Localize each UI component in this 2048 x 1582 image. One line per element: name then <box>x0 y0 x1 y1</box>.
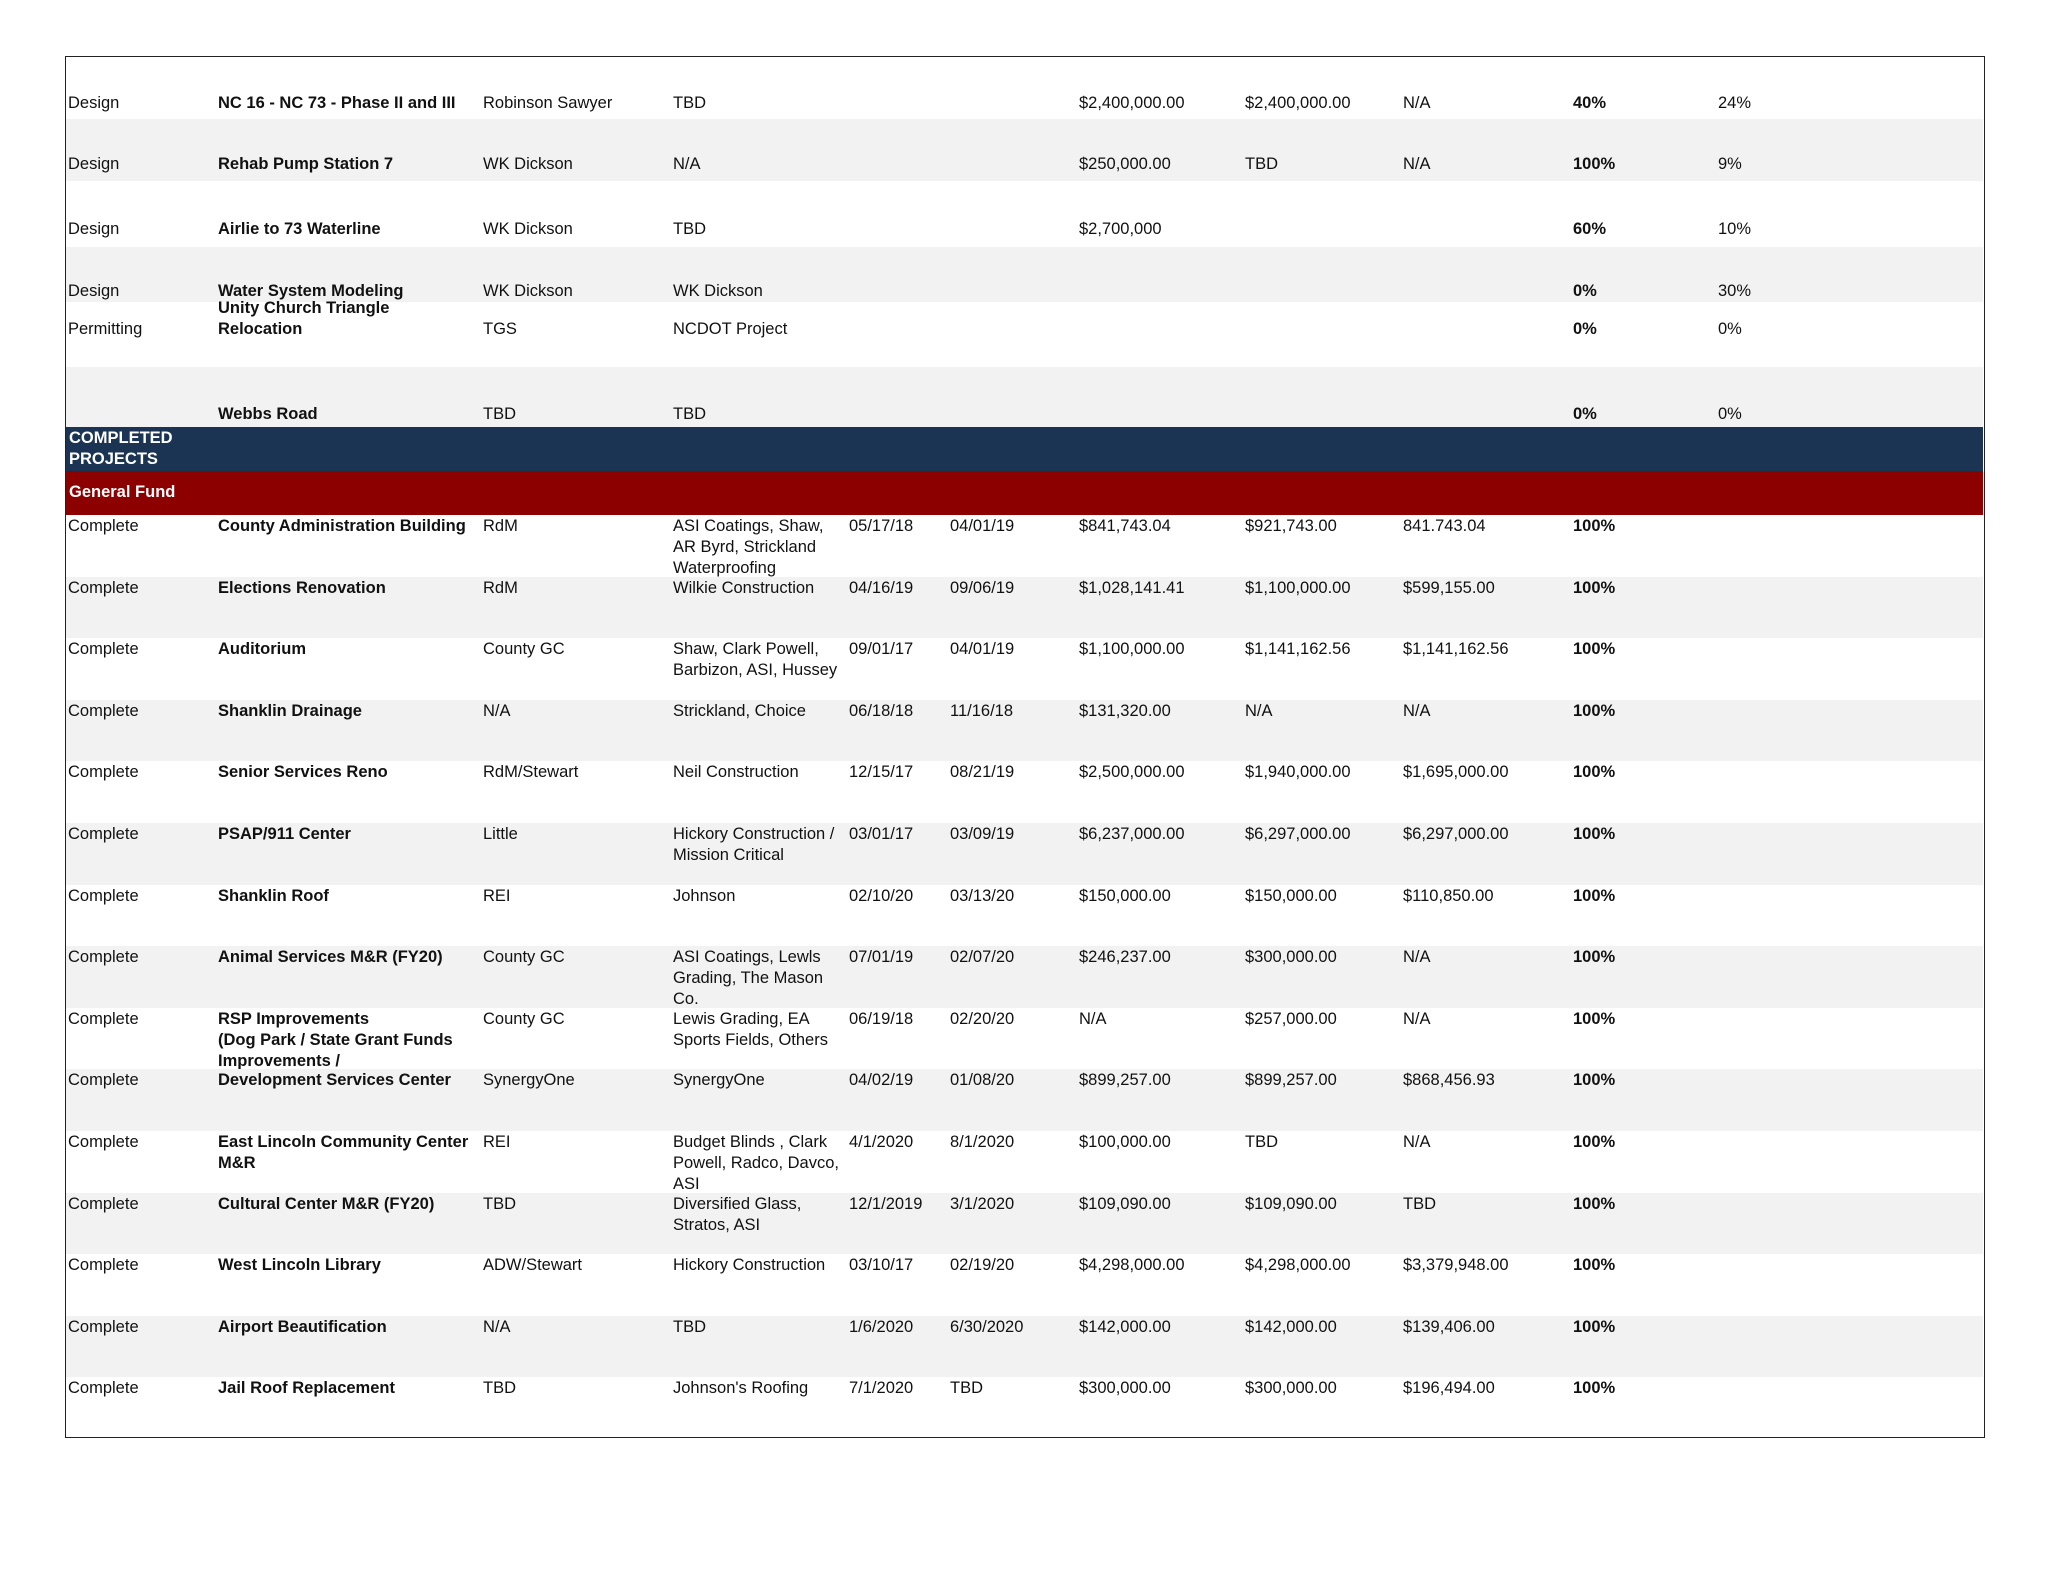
cell-pct: 100% <box>1573 948 1616 967</box>
cell-phase: Design <box>68 155 120 173</box>
cell-designer: WK Dickson <box>483 155 573 173</box>
cell-designer: N/A <box>483 701 511 720</box>
cell-contractor: NCDOT Project <box>673 320 788 338</box>
cell-end: 02/20/20 <box>950 1009 1015 1028</box>
cell-contractor: Lewis Grading, EA Sports Fields, Others <box>673 1009 828 1049</box>
cell-project: Webbs Road <box>218 405 318 423</box>
cell-designer: RdM/Stewart <box>483 763 579 782</box>
cell-start: 04/16/19 <box>849 578 914 597</box>
cell-start: 12/15/17 <box>849 763 914 782</box>
cell-project: West Lincoln Library <box>218 1256 381 1275</box>
cell-project: Elections Renovation <box>218 578 386 597</box>
cell-project: Development Services Center <box>218 1071 451 1090</box>
cell-spent: N/A <box>1403 948 1431 967</box>
cell-end: TBD <box>950 1379 983 1398</box>
table-row <box>66 1069 1983 1131</box>
cell-pct: 60% <box>1573 220 1607 238</box>
cell-pct: 100% <box>1573 1379 1616 1398</box>
cell-start: 04/02/19 <box>849 1071 914 1090</box>
cell-pct: 100% <box>1573 701 1616 720</box>
table-row <box>66 1008 1983 1070</box>
cell-start: 4/1/2020 <box>849 1133 914 1151</box>
cell-spent: N/A <box>1403 1133 1431 1151</box>
cell-end: 04/01/19 <box>950 640 1015 659</box>
completed-projects-header <box>66 427 1983 471</box>
general-fund-label: General Fund <box>69 483 176 501</box>
cell-phase: Complete <box>68 1071 139 1090</box>
cell-start: 1/6/2020 <box>849 1317 914 1336</box>
cell-spent: $196,494.00 <box>1403 1379 1495 1398</box>
cell-contract: $2,400,000.00 <box>1245 94 1351 112</box>
cell-end: 11/16/18 <box>950 701 1014 720</box>
cell-pct: 0% <box>1573 320 1597 338</box>
table-row <box>66 1316 1983 1378</box>
cell-spent: $6,297,000.00 <box>1403 825 1509 843</box>
cell-end: 01/08/20 <box>950 1071 1015 1090</box>
cell-budget: $250,000.00 <box>1079 155 1171 173</box>
cell-spent: $110,850.00 <box>1403 886 1494 905</box>
cell-designer: REI <box>483 1133 511 1151</box>
cell-pct: 100% <box>1573 1071 1616 1090</box>
table-row <box>66 119 1983 181</box>
cell-contractor: Hickory Construction <box>673 1256 826 1275</box>
cell-designer: ADW/Stewart <box>483 1256 583 1275</box>
cell-contractor: Johnson <box>673 886 736 905</box>
cell-phase: Complete <box>68 517 139 535</box>
project-status-table <box>65 56 1985 1438</box>
cell-end: 03/09/19 <box>950 825 1015 843</box>
cell-project: East Lincoln Community Center M&R <box>218 1133 469 1172</box>
cell-budget: $131,320.00 <box>1079 701 1171 720</box>
cell-project: Shanklin Roof <box>218 886 329 905</box>
cell-pct: 40% <box>1573 94 1607 112</box>
cell-phase: Complete <box>68 1133 139 1151</box>
cell-pct2: 30% <box>1718 282 1752 300</box>
cell-project: Cultural Center M&R (FY20) <box>218 1194 435 1213</box>
cell-phase: Design <box>68 282 120 300</box>
cell-designer: REI <box>483 886 511 905</box>
cell-designer: Robinson Sawyer <box>483 94 613 112</box>
cell-start: 06/18/18 <box>849 701 914 720</box>
cell-phase: Complete <box>68 1194 139 1213</box>
cell-start: 03/10/17 <box>849 1256 914 1275</box>
cell-start: 07/01/19 <box>849 948 914 967</box>
cell-designer: TBD <box>483 405 516 423</box>
cell-contractor: TBD <box>673 94 706 112</box>
cell-pct: 100% <box>1573 886 1616 905</box>
cell-project: NC 16 - NC 73 - Phase II and III <box>218 94 456 112</box>
cell-contractor: Wilkie Construction <box>673 578 815 597</box>
table-row <box>66 1193 1983 1255</box>
cell-designer: TGS <box>483 320 517 338</box>
cell-budget: N/A <box>1079 1009 1107 1028</box>
cell-phase: Complete <box>68 825 139 843</box>
cell-budget: $150,000.00 <box>1079 886 1171 905</box>
cell-start: 09/01/17 <box>849 640 914 659</box>
cell-project: PSAP/911 Center <box>218 825 351 843</box>
cell-budget: $841,743.04 <box>1079 517 1171 535</box>
cell-phase: Complete <box>68 763 139 782</box>
cell-designer: RdM <box>483 517 518 535</box>
cell-end: 04/01/19 <box>950 517 1015 535</box>
cell-contractor: ASI Coatings, Lewls Grading, The Mason Co. <box>673 948 824 1009</box>
cell-spent: N/A <box>1403 94 1431 112</box>
cell-contract: $257,000.00 <box>1245 1009 1337 1028</box>
cell-contract: TBD <box>1245 155 1278 173</box>
cell-pct: 100% <box>1573 1317 1616 1336</box>
cell-designer: SynergyOne <box>483 1071 575 1090</box>
cell-contractor: WK Dickson <box>673 282 763 300</box>
cell-start: 05/17/18 <box>849 517 914 535</box>
cell-contract: $921,743.00 <box>1245 517 1337 535</box>
cell-project: Jail Roof Replacement <box>218 1379 395 1398</box>
cell-project: County Administration Building <box>218 517 466 535</box>
cell-end: 08/21/19 <box>950 763 1015 782</box>
cell-contract: $1,940,000.00 <box>1245 763 1351 782</box>
cell-pct: 100% <box>1573 763 1616 782</box>
cell-budget: $300,000.00 <box>1079 1379 1171 1398</box>
cell-spent: N/A <box>1403 701 1431 720</box>
cell-contract: $899,257.00 <box>1245 1071 1337 1090</box>
table-row <box>66 1131 1983 1193</box>
cell-contractor: Hickory Construction / Mission Critical <box>673 825 835 864</box>
cell-contractor: ASI Coatings, Shaw, AR Byrd, Strickland Waterproofing <box>673 517 824 577</box>
cell-phase: Complete <box>68 886 139 905</box>
cell-pct: 0% <box>1573 405 1597 423</box>
cell-pct: 100% <box>1573 1256 1616 1275</box>
cell-start: 7/1/2020 <box>849 1379 914 1398</box>
cell-contract: $4,298,000.00 <box>1245 1256 1351 1275</box>
cell-designer: County GC <box>483 948 565 967</box>
cell-project: Auditorium <box>218 640 306 659</box>
cell-budget: $4,298,000.00 <box>1079 1256 1185 1275</box>
cell-contractor: N/A <box>673 155 701 173</box>
cell-contract: TBD <box>1245 1133 1278 1151</box>
cell-contract: $1,141,162.56 <box>1245 640 1351 659</box>
cell-contractor: TBD <box>673 1317 706 1336</box>
cell-contractor: TBD <box>673 405 706 423</box>
table-row <box>66 946 1983 1008</box>
cell-pct: 100% <box>1573 517 1616 535</box>
table-row <box>66 638 1983 700</box>
cell-start: 02/10/20 <box>849 886 914 905</box>
cell-pct: 0% <box>1573 282 1597 300</box>
cell-spent: N/A <box>1403 1009 1431 1028</box>
table-row <box>66 515 1983 577</box>
cell-contractor: SynergyOne <box>673 1071 765 1090</box>
cell-end: 3/1/2020 <box>950 1194 1015 1213</box>
table-row <box>66 367 1983 427</box>
cell-pct2: 9% <box>1718 155 1742 173</box>
cell-pct: 100% <box>1573 1133 1616 1151</box>
cell-contractor: Shaw, Clark Powell, Barbizon, ASI, Hussey <box>673 640 838 680</box>
cell-end: 8/1/2020 <box>950 1133 1015 1151</box>
cell-designer: WK Dickson <box>483 220 573 238</box>
completed-projects-label: COMPLETED PROJECTS <box>69 429 173 468</box>
cell-spent: $868,456.93 <box>1403 1071 1495 1090</box>
cell-budget: $2,700,000 <box>1079 220 1162 238</box>
cell-budget: $246,237.00 <box>1079 948 1171 967</box>
table-row <box>66 577 1983 639</box>
cell-spent: TBD <box>1403 1194 1436 1213</box>
cell-spent: $1,695,000.00 <box>1403 763 1509 782</box>
cell-designer: WK Dickson <box>483 282 573 300</box>
cell-project: Shanklin Drainage <box>218 701 362 720</box>
cell-start: 06/19/18 <box>849 1009 914 1028</box>
cell-spent: 841.743.04 <box>1403 517 1486 535</box>
cell-budget: $142,000.00 <box>1079 1317 1171 1336</box>
table-row <box>66 1254 1983 1316</box>
cell-pct: 100% <box>1573 640 1616 659</box>
cell-phase: Complete <box>68 1317 139 1336</box>
cell-phase: Complete <box>68 1009 139 1028</box>
cell-designer: N/A <box>483 1317 511 1336</box>
cell-budget: $6,237,000.00 <box>1079 825 1185 843</box>
table-row <box>66 885 1983 947</box>
cell-designer: RdM <box>483 578 518 597</box>
cell-start: 12/1/2019 <box>849 1194 923 1213</box>
table-row <box>66 761 1983 823</box>
table-row <box>66 57 1983 119</box>
cell-budget: $1,100,000.00 <box>1079 640 1185 659</box>
cell-phase: Design <box>68 220 120 238</box>
cell-budget: $109,090.00 <box>1079 1194 1171 1213</box>
cell-contract: $142,000.00 <box>1245 1317 1337 1336</box>
cell-designer: Little <box>483 825 518 843</box>
cell-pct: 100% <box>1573 578 1616 597</box>
cell-pct2: 0% <box>1718 320 1742 338</box>
cell-project: Senior Services Reno <box>218 763 388 782</box>
general-fund-header <box>66 471 1983 515</box>
cell-contract: $109,090.00 <box>1245 1194 1337 1213</box>
cell-contractor: Budget Blinds , Clark Powell, Radco, Davco, ASI <box>673 1133 839 1193</box>
cell-spent: $599,155.00 <box>1403 578 1495 597</box>
cell-budget: $1,028,141.41 <box>1079 578 1185 597</box>
cell-project: Animal Services M&R (FY20) <box>218 948 443 967</box>
cell-contract: $6,297,000.00 <box>1245 825 1351 843</box>
cell-end: 03/13/20 <box>950 886 1015 905</box>
cell-designer: TBD <box>483 1379 516 1398</box>
table-row <box>66 247 1983 302</box>
cell-budget: $100,000.00 <box>1079 1133 1171 1151</box>
cell-contractor: Neil Construction <box>673 763 799 782</box>
cell-spent: N/A <box>1403 155 1431 173</box>
cell-spent: $139,406.00 <box>1403 1317 1495 1336</box>
cell-phase: Permitting <box>68 320 143 338</box>
cell-project: RSP Improvements (Dog Park / State Grant Funds Improvements / <box>218 1009 453 1070</box>
cell-end: 09/06/19 <box>950 578 1015 597</box>
cell-phase: Complete <box>68 640 139 659</box>
cell-contractor: Diversified Glass, Stratos, ASI <box>673 1194 802 1234</box>
cell-spent: $3,379,948.00 <box>1403 1256 1509 1275</box>
cell-contractor: Strickland, Choice <box>673 701 806 720</box>
cell-end: 02/07/20 <box>950 948 1015 967</box>
cell-project: Airlie to 73 Waterline <box>218 220 381 238</box>
table-row <box>66 181 1983 247</box>
cell-pct: 100% <box>1573 1009 1616 1028</box>
cell-contractor: TBD <box>673 220 706 238</box>
cell-contract: $150,000.00 <box>1245 886 1337 905</box>
cell-project: Unity Church Triangle Relocation <box>218 299 390 338</box>
cell-phase: Design <box>68 94 120 112</box>
cell-phase: Complete <box>68 701 139 720</box>
cell-project: Airport Beautification <box>218 1317 387 1336</box>
cell-budget: $899,257.00 <box>1079 1071 1171 1090</box>
cell-contract: $300,000.00 <box>1245 948 1337 967</box>
cell-phase: Complete <box>68 948 139 967</box>
cell-contract: $300,000.00 <box>1245 1379 1337 1398</box>
cell-contract: N/A <box>1245 701 1273 720</box>
cell-contract: $1,100,000.00 <box>1245 578 1351 597</box>
cell-phase: Complete <box>68 578 139 597</box>
cell-pct2: 0% <box>1718 405 1742 423</box>
cell-project: Rehab Pump Station 7 <box>218 155 394 173</box>
cell-phase: Complete <box>68 1256 139 1275</box>
cell-designer: TBD <box>483 1194 516 1213</box>
table-row <box>66 299 1983 367</box>
cell-phase: Complete <box>68 1379 139 1398</box>
cell-pct2: 10% <box>1718 220 1752 238</box>
cell-pct: 100% <box>1573 155 1616 173</box>
cell-start: 03/01/17 <box>849 825 914 843</box>
table-row <box>66 700 1983 762</box>
cell-contractor: Johnson's Roofing <box>673 1379 809 1398</box>
cell-designer: County GC <box>483 640 565 659</box>
cell-end: 02/19/20 <box>950 1256 1015 1275</box>
cell-pct2: 24% <box>1718 94 1752 112</box>
cell-budget: $2,400,000.00 <box>1079 94 1185 112</box>
cell-pct: 100% <box>1573 1194 1616 1213</box>
cell-spent: $1,141,162.56 <box>1403 640 1509 659</box>
table-row <box>66 1377 1983 1439</box>
cell-end: 6/30/2020 <box>950 1317 1024 1336</box>
cell-project: Water System Modeling <box>218 282 404 300</box>
cell-budget: $2,500,000.00 <box>1079 763 1185 782</box>
cell-pct: 100% <box>1573 825 1616 843</box>
table-row <box>66 823 1983 885</box>
cell-designer: County GC <box>483 1009 565 1028</box>
